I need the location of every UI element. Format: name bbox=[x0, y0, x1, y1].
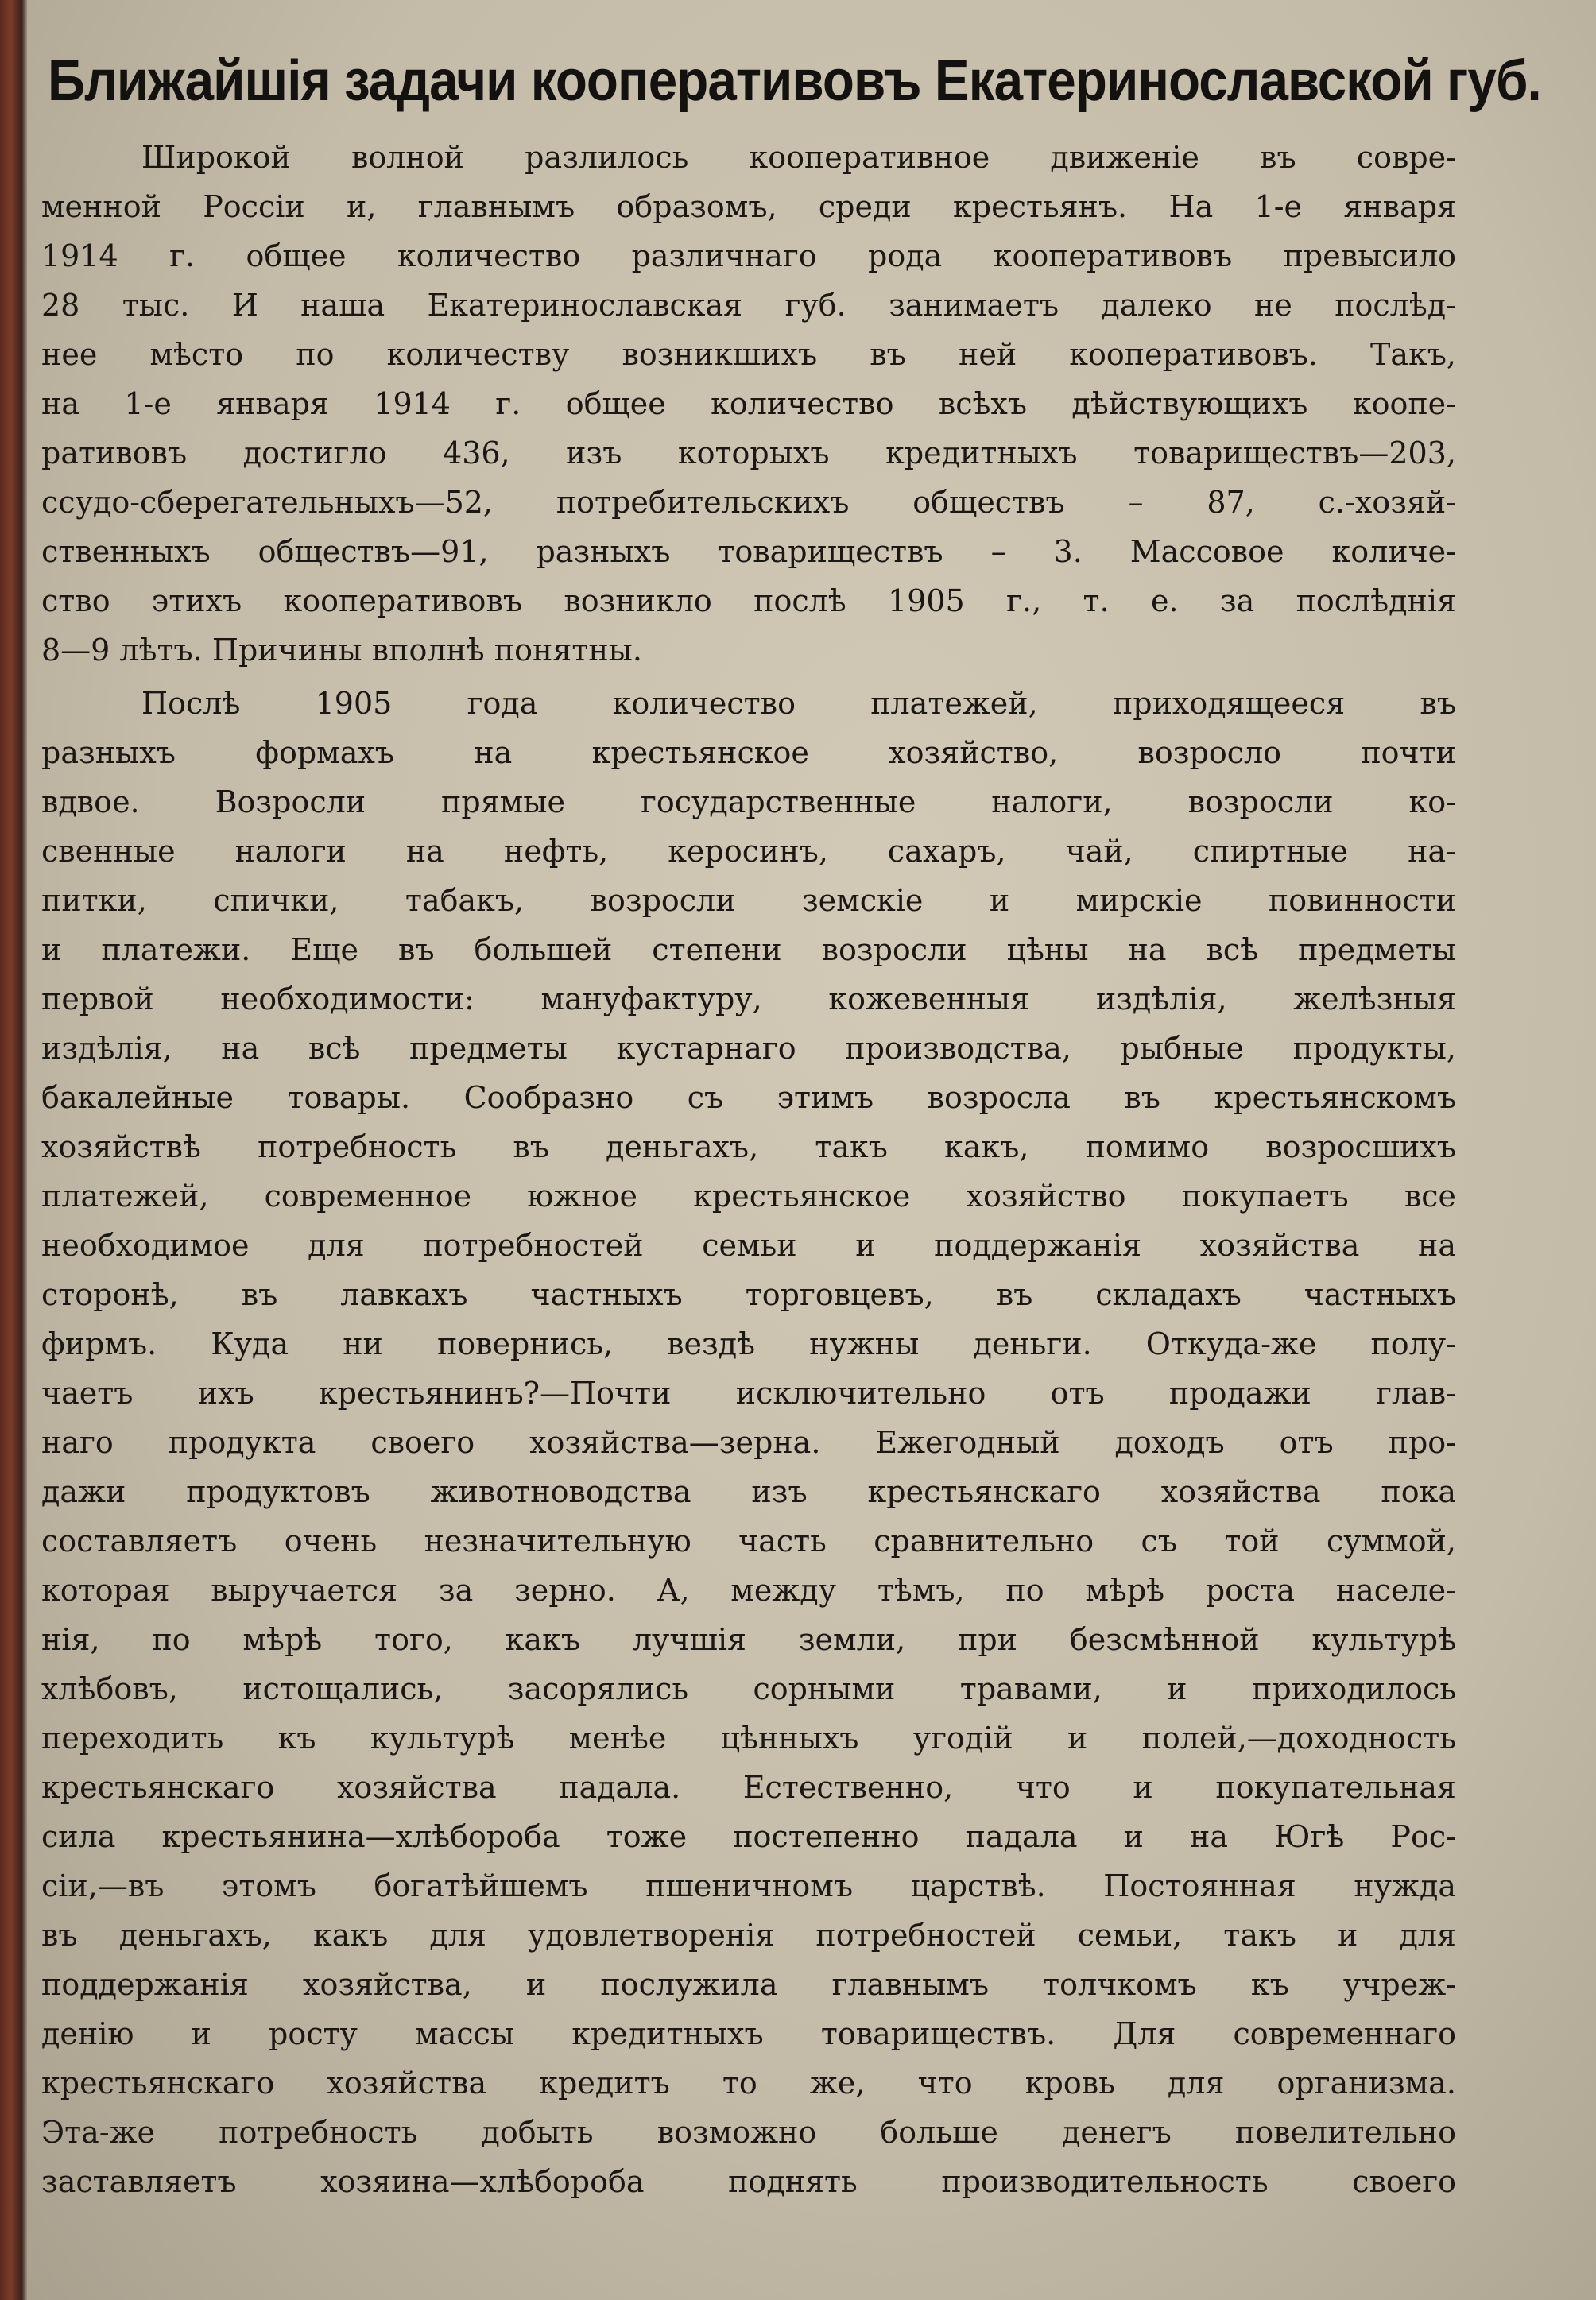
text-line: ство этихъ кооперативовъ возникло послѣ 1905 г., т. е. за послѣднія bbox=[41, 583, 1456, 618]
text-line: менной Россіи и, главнымъ образомъ, среди крестьянъ. На 1-е января bbox=[41, 189, 1456, 224]
text-line: переходить къ культурѣ менѣе цѣнныхъ угодій и полей,—доходность bbox=[41, 1721, 1456, 1756]
text-line: составляетъ очень незначительную часть сравнительно съ той суммой, bbox=[41, 1524, 1456, 1559]
text-line: сіи,—въ этомъ богатѣйшемъ пшеничномъ царствѣ. Постоянная нужда bbox=[41, 1868, 1456, 1903]
text-line: ративовъ достигло 436, изъ которыхъ кредитныхъ товариществъ—203, bbox=[41, 436, 1456, 470]
text-line: первой необходимости: мануфактуру, кожевенныя издѣлія, желѣзныя bbox=[41, 982, 1456, 1016]
text-line: питки, спички, табакъ, возросли земскіе и мирскіе повинности bbox=[41, 883, 1456, 918]
text-line: Послѣ 1905 года количество платежей, приходящееся въ bbox=[141, 686, 1456, 721]
text-line: крестьянскаго хозяйства падала. Естественно, что и покупательная bbox=[41, 1770, 1456, 1805]
text-line: на 1-е января 1914 г. общее количество всѣхъ дѣйствующихъ коопе- bbox=[41, 386, 1456, 421]
text-line: бакалейные товары. Сообразно съ этимъ возросла въ крестьянскомъ bbox=[41, 1080, 1456, 1115]
article-title: Ближайшія задачи кооперативовъ Екатеринославской губ. bbox=[48, 49, 1541, 113]
text-line: фирмъ. Куда ни повернись, вездѣ нужны деньги. Откуда-же полу- bbox=[41, 1326, 1456, 1361]
text-line: крестьянскаго хозяйства кредитъ то же, что кровь для организма. bbox=[41, 2066, 1456, 2101]
text-line: денію и росту массы кредитныхъ товариществъ. Для современнаго bbox=[41, 2016, 1456, 2051]
text-line: разныхъ формахъ на крестьянское хозяйство, возросло почти bbox=[41, 735, 1456, 770]
text-line: и платежи. Еще въ большей степени возросли цѣны на всѣ предметы bbox=[41, 932, 1456, 967]
text-line: Широкой волной разлилось кооперативное движеніе въ совре- bbox=[141, 140, 1456, 175]
text-line: ственныхъ обществъ—91, разныхъ товариществъ – 3. Массовое количе- bbox=[41, 534, 1456, 569]
text-line: платежей, современное южное крестьянское хозяйство покупаетъ все bbox=[41, 1179, 1456, 1214]
text-line: нее мѣсто по количеству возникшихъ въ ней кооперативовъ. Такъ, bbox=[41, 337, 1456, 372]
text-line: хозяйствѣ потребность въ деньгахъ, такъ какъ, помимо возросшихъ bbox=[41, 1129, 1456, 1164]
text-line: хлѣбовъ, истощались, засорялись сорными травами, и приходилось bbox=[41, 1671, 1456, 1706]
text-line: которая выручается за зерно. А, между тѣмъ, по мѣрѣ роста населе- bbox=[41, 1573, 1456, 1608]
text-line: вдвое. Возросли прямые государственные налоги, возросли ко- bbox=[41, 784, 1456, 819]
text-line: необходимое для потребностей семьи и поддержанія хозяйства на bbox=[41, 1228, 1456, 1263]
text-line: наго продукта своего хозяйства—зерна. Ежегодный доходъ отъ про- bbox=[41, 1425, 1456, 1460]
text-line: издѣлія, на всѣ предметы кустарнаго производства, рыбные продукты, bbox=[41, 1031, 1456, 1066]
text-line: сила крестьянина—хлѣбороба тоже постепенно падала и на Югѣ Рос- bbox=[41, 1819, 1456, 1854]
text-line: сторонѣ, въ лавкахъ частныхъ торговцевъ, въ складахъ частныхъ bbox=[41, 1277, 1456, 1312]
text-line: дажи продуктовъ животноводства изъ крестьянскаго хозяйства пока bbox=[41, 1474, 1456, 1509]
text-line: нія, по мѣрѣ того, какъ лучшія земли, при безсмѣнной культурѣ bbox=[41, 1622, 1456, 1657]
text-line: свенные налоги на нефть, керосинъ, сахаръ, чай, спиртные на- bbox=[41, 834, 1456, 869]
text-line: заставляетъ хозяина—хлѣбороба поднять производительность своего bbox=[41, 2164, 1456, 2199]
text-line: 28 тыс. И наша Екатеринославская губ. занимаетъ далеко не послѣд- bbox=[41, 288, 1456, 323]
text-line: поддержанія хозяйства, и послужила главнымъ толчкомъ къ учреж- bbox=[41, 1967, 1456, 2002]
text-line: 1914 г. общее количество различнаго рода кооперативовъ превысило bbox=[41, 238, 1456, 273]
text-line: 8—9 лѣтъ. Причины вполнѣ понятны. bbox=[41, 633, 642, 668]
text-line: въ деньгахъ, какъ для удовлетворенія потребностей семьи, такъ и для bbox=[41, 1918, 1456, 1953]
text-line: ссудо-сберегательныхъ—52, потребительскихъ обществъ – 87, с.-хозяй- bbox=[41, 485, 1456, 520]
text-line: Эта-же потребность добыть возможно больше денегъ повелительно bbox=[41, 2115, 1456, 2150]
text-line: чаетъ ихъ крестьянинъ?—Почти исключительно отъ продажи глав- bbox=[41, 1376, 1456, 1411]
